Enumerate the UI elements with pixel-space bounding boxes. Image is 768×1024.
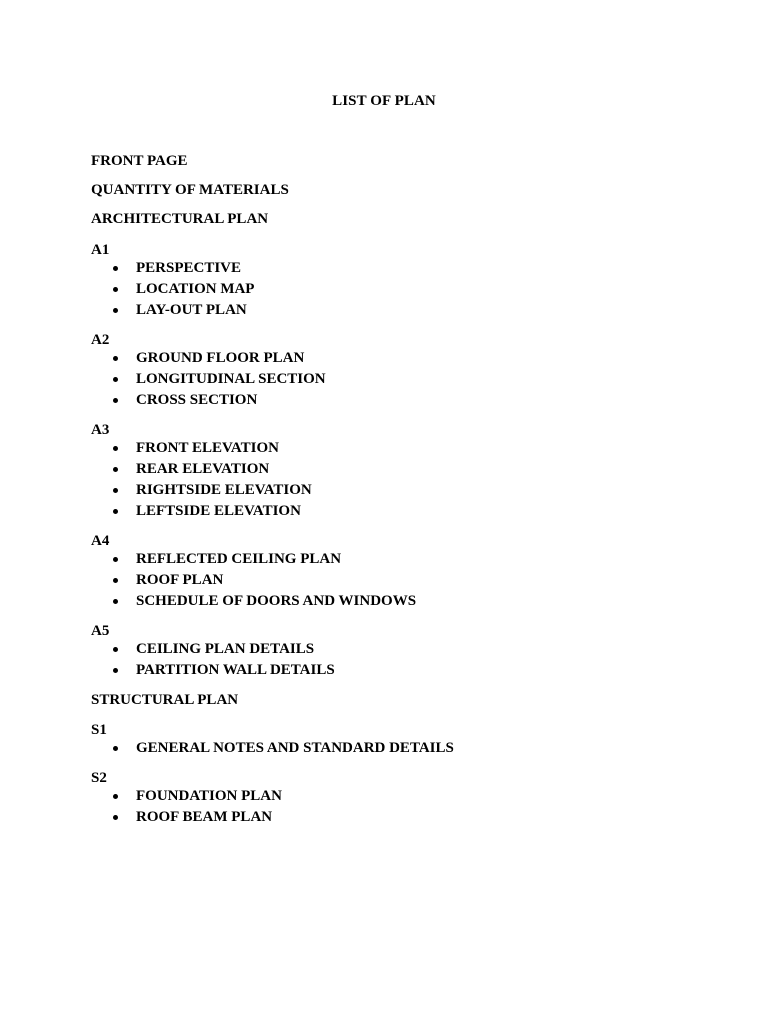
- bullet-icon: [113, 308, 118, 313]
- sheet-s1-list: [91, 739, 711, 757]
- bullet-icon: [113, 377, 118, 382]
- sheet-code-a4: A4: [91, 533, 110, 549]
- sheet-s2-list: [91, 787, 711, 826]
- bullet-icon: [113, 467, 118, 472]
- sheet-a3-list: [91, 439, 711, 520]
- sheet-a2-list: [91, 349, 711, 409]
- bullet-icon: [113, 488, 118, 493]
- sheet-code-a1: A1: [91, 242, 110, 258]
- list-item: REAR ELEVATION: [91, 460, 711, 478]
- list-item: SCHEDULE OF DOORS AND WINDOWS: [91, 592, 711, 610]
- bullet-icon: [113, 794, 118, 799]
- bullet-icon: [113, 647, 118, 652]
- sheet-code-s1: S1: [91, 722, 107, 738]
- list-item: PERSPECTIVE: [91, 259, 711, 277]
- list-item: FRONT ELEVATION: [91, 439, 711, 457]
- sheet-a5-list: [91, 640, 711, 679]
- bullet-icon: [113, 398, 118, 403]
- front-page-heading: FRONT PAGE: [91, 153, 188, 169]
- list-item: ROOF PLAN: [91, 571, 711, 589]
- bullet-icon: [113, 509, 118, 514]
- bullet-icon: [113, 599, 118, 604]
- bullet-icon: [113, 557, 118, 562]
- bullet-icon: [113, 578, 118, 583]
- bullet-icon: [113, 815, 118, 820]
- bullet-icon: [113, 746, 118, 751]
- list-item: ROOF BEAM PLAN: [91, 808, 711, 826]
- plan-list: [91, 152, 711, 826]
- quantity-of-materials-heading: QUANTITY OF MATERIALS: [91, 182, 289, 198]
- bullet-icon: [113, 446, 118, 451]
- list-item: REFLECTED CEILING PLAN: [91, 550, 711, 568]
- list-item: PARTITION WALL DETAILS: [91, 661, 711, 679]
- list-item: LOCATION MAP: [91, 280, 711, 298]
- list-item: GENERAL NOTES AND STANDARD DETAILS: [91, 739, 711, 757]
- sheet-code-a3: A3: [91, 422, 110, 438]
- list-item: RIGHTSIDE ELEVATION: [91, 481, 711, 499]
- bullet-icon: [113, 287, 118, 292]
- list-item: LAY-OUT PLAN: [91, 301, 711, 319]
- bullet-icon: [113, 266, 118, 271]
- list-item: LONGITUDINAL SECTION: [91, 370, 711, 388]
- bullet-icon: [113, 356, 118, 361]
- sheet-a1-list: [91, 259, 711, 319]
- sheet-code-s2: S2: [91, 770, 107, 786]
- list-item: GROUND FLOOR PLAN: [91, 349, 711, 367]
- structural-plan-heading: STRUCTURAL PLAN: [91, 692, 239, 708]
- list-item: CEILING PLAN DETAILS: [91, 640, 711, 658]
- page-title: LIST OF PLAN: [332, 93, 436, 109]
- list-item: LEFTSIDE ELEVATION: [91, 502, 711, 520]
- list-item: FOUNDATION PLAN: [91, 787, 711, 805]
- sheet-code-a5: A5: [91, 623, 110, 639]
- bullet-icon: [113, 668, 118, 673]
- sheet-a4-list: [91, 550, 711, 610]
- list-item: CROSS SECTION: [91, 391, 711, 409]
- sheet-code-a2: A2: [91, 332, 110, 348]
- architectural-plan-heading: ARCHITECTURAL PLAN: [91, 211, 269, 227]
